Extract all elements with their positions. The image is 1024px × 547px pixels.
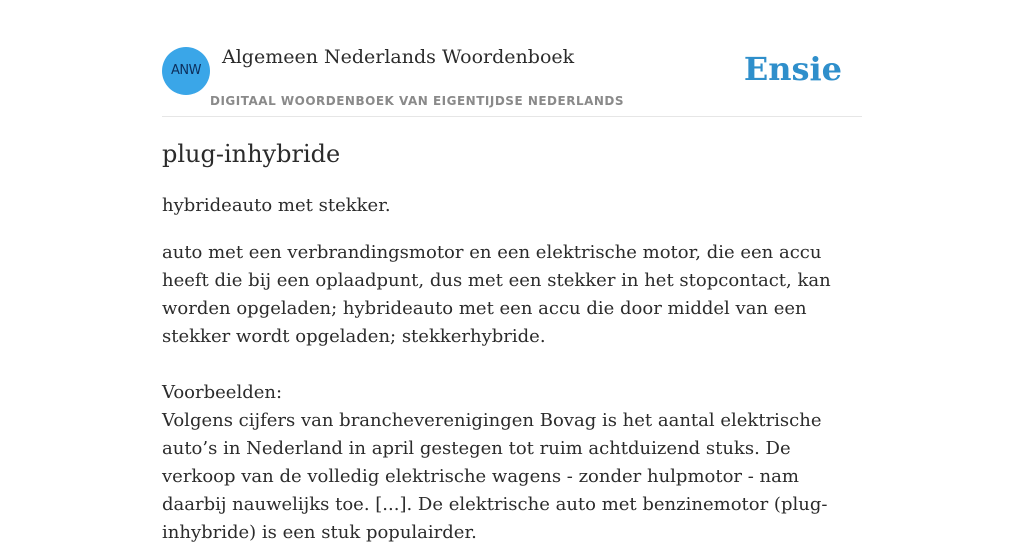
definition-body [162, 239, 866, 547]
entry-headword: plug-inhybride [162, 140, 341, 168]
examples-label: Voorbeelden: [162, 382, 283, 403]
ensie-brand-logo[interactable]: Ensie [743, 50, 842, 88]
example-text: Volgens cijfers van brancheverenigingen Bovag is het aantal elektrische auto’s in Nederland in april gestegen tot ruim achtduizend stuks. De verkoop van de volledig elektrische wagens - zonder hulpmotor - nam daarbij nauwelijks toe. [...]. De elektrische auto met benzinemotor (plug-inhybride) is een stuk populairder. [162, 410, 828, 543]
anw-logo[interactable]: ANW [162, 47, 210, 95]
site-title[interactable]: Algemeen Nederlands Woordenboek [222, 46, 575, 68]
page [162, 0, 862, 543]
site-header [162, 0, 862, 117]
definition-text: auto met een verbrandingsmotor en een elektrische motor, die een accu heeft die bij een oplaadpunt, dus met een stekker in het stopcontact, kan worden opgeladen; hybrideauto met een accu die door middel van een stekker wordt opgeladen; stekkerhybride. [162, 242, 831, 347]
short-definition: hybrideauto met stekker. [162, 195, 391, 216]
site-subtitle: DIGITAAL WOORDENBOEK VAN EIGENTIJDSE NEDERLANDS [210, 94, 625, 108]
